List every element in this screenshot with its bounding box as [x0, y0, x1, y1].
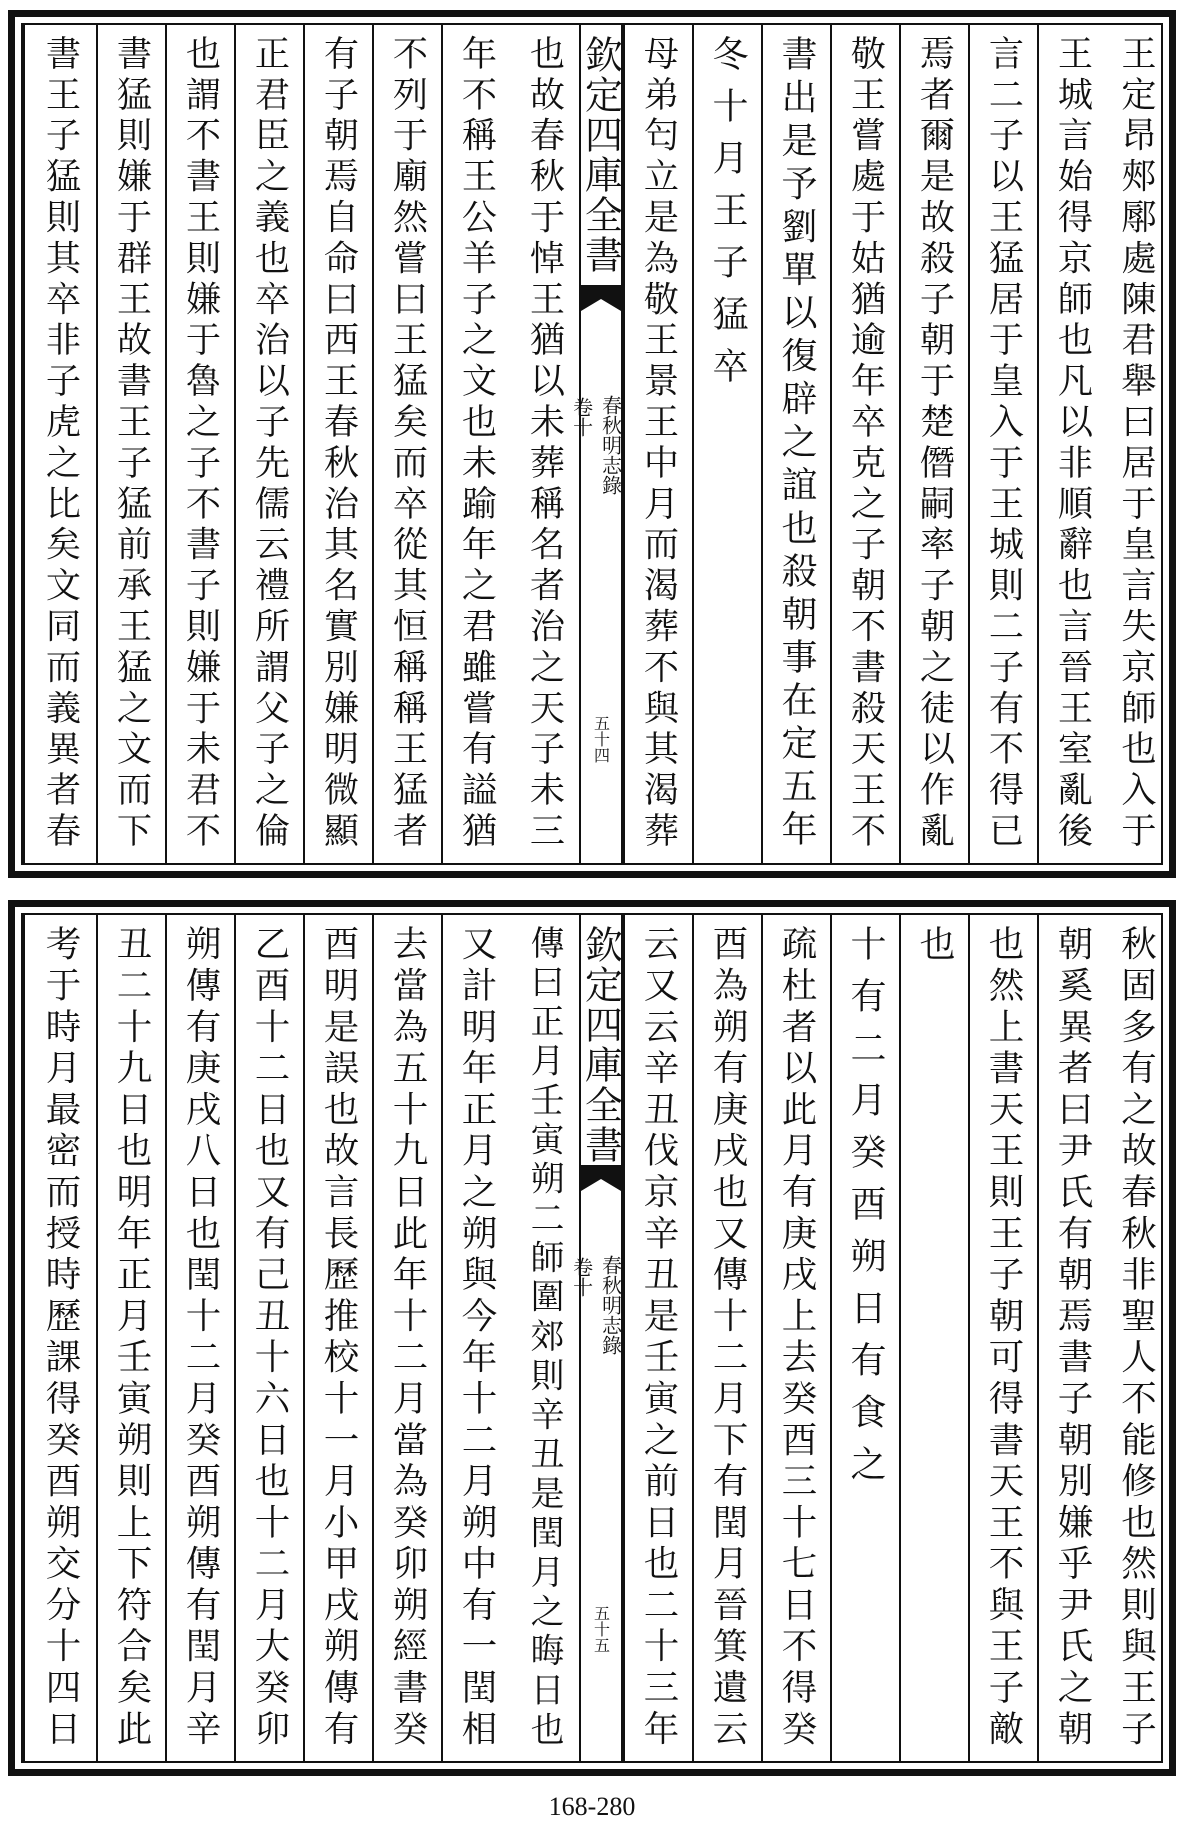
- column-text: 言二子以王猛居于皇入于王城則二子有不得已: [983, 35, 1025, 853]
- column-text: 十有二月癸酉朔日有食之: [845, 925, 886, 1497]
- text-column: [510, 25, 579, 863]
- column-text: 書王子猛則其卒非子虎之比矣文同而義異者春: [40, 35, 82, 853]
- text-column: [1106, 915, 1166, 1761]
- column-text: 去當為五十九日此年十二月當為癸卯朔經書癸: [387, 925, 428, 1751]
- banxin-center-strip: [569, 915, 623, 1761]
- fish-tail-mark: [581, 1165, 621, 1211]
- banxin-folio-number: 五十五: [591, 1605, 611, 1653]
- column-text: 秋固多有之故春秋非聖人不能修也然則與王子: [1115, 925, 1157, 1751]
- column-text: 年不稱王公羊子之文也未踰年之君雖嘗有謚猶: [456, 35, 498, 853]
- text-column: [968, 25, 1037, 863]
- banxin-title: 欽定四庫全書: [578, 35, 623, 275]
- column-text: 正君臣之義也卒治以子先儒云禮所謂父子之倫: [249, 35, 291, 853]
- column-text: 母弟匄立是為敬王景王中月而渴葬不與其渴葬: [638, 35, 680, 853]
- text-column: [899, 25, 968, 863]
- column-text: 有子朝焉自命曰西王春秋治其名實別嫌明微顯: [318, 35, 360, 853]
- text-column: [372, 25, 441, 863]
- column-text: 王城言始得京師也凡以非順辭也言晉王室亂後: [1052, 35, 1094, 853]
- text-column: [761, 25, 830, 863]
- column-text: 酉為朔有庚戌也又傳十二月下有閏月晉箕遺云: [707, 925, 748, 1751]
- text-column: [234, 25, 303, 863]
- column-text: 也: [914, 925, 955, 977]
- text-column: [96, 915, 165, 1761]
- text-column: [830, 915, 899, 1761]
- text-column: [510, 915, 579, 1761]
- column-text: 朝奚異者曰尹氏有朝焉書子朝別嫌乎尹氏之朝: [1052, 925, 1093, 1751]
- column-text: 也故春秋于悼王猶以未葬稱名者治之天子未三: [524, 35, 566, 853]
- banxin-title: 欽定四庫全書: [578, 925, 623, 1165]
- banxin-juan: 卷十: [569, 397, 594, 437]
- text-column: [23, 915, 96, 1761]
- column-text: 又計明年正月之朔與今年十二月朔中有一閏相: [456, 925, 497, 1751]
- text-column: [968, 915, 1037, 1761]
- column-text: 敬王嘗處于姑猶逾年卒克之子朝不書殺天王不: [845, 35, 887, 853]
- text-column: [372, 915, 441, 1761]
- text-column: [761, 915, 830, 1761]
- column-text: 朔傳有庚戌八日也閏十二月癸酉朔傳有閏月辛: [180, 925, 221, 1751]
- column-text: 丑二十九日也明年正月壬寅朔則上下符合矣此: [111, 925, 152, 1751]
- top-page-frame: [21, 23, 1163, 865]
- text-column: [692, 25, 761, 863]
- bottom-page: [8, 900, 1176, 1776]
- text-column: [623, 25, 692, 863]
- text-column: [441, 25, 510, 863]
- column-text: 王定昂郟鄏處陳君舉曰居于皇言失京師也入于: [1116, 35, 1157, 853]
- bottom-page-frame: [21, 913, 1163, 1763]
- column-text: 焉者爾是故殺子朝于楚僭嗣率子朝之徒以作亂: [914, 35, 956, 853]
- text-column: [441, 915, 510, 1761]
- text-column: [1037, 25, 1106, 863]
- text-column: [899, 915, 968, 1761]
- text-column: [830, 25, 899, 863]
- text-column: [1106, 25, 1166, 863]
- column-text: 考于時月最密而授時歷課得癸酉朔交分十四日: [40, 925, 81, 1751]
- text-column: [303, 915, 372, 1761]
- column-text: 云又云辛丑伐京辛丑是壬寅之前日也二十三年: [638, 925, 679, 1751]
- text-column: [623, 915, 692, 1761]
- banxin-book-title: 春秋明志錄: [598, 395, 623, 495]
- column-text: 酉明是誤也故言長歷推校十一月小甲戌朔傳有: [318, 925, 359, 1751]
- column-text: 也謂不書王則嫌于魯之子不書子則嫌于未君不: [180, 35, 222, 853]
- top-page: [8, 10, 1176, 878]
- text-column: [692, 915, 761, 1761]
- page-number: 168-280: [548, 1792, 636, 1821]
- column-text: 冬十月王子猛卒: [707, 35, 748, 399]
- column-text: 書猛則嫌于群王故書王子猛前承王猛之文而下: [111, 35, 153, 853]
- text-column: [165, 25, 234, 863]
- text-column: [234, 915, 303, 1761]
- column-text: 疏杜者以此月有庚戌上去癸酉三十七日不得癸: [776, 925, 817, 1751]
- column-text: 乙酉十二日也又有己丑十六日也十二月大癸卯: [249, 925, 290, 1751]
- text-column: [303, 25, 372, 863]
- text-column: [96, 25, 165, 863]
- column-text: 也然上書天王則王子朝可得書天王不與王子敵: [983, 925, 1024, 1751]
- banxin-juan: 卷十: [569, 1257, 594, 1297]
- text-column: [165, 915, 234, 1761]
- column-text: 不列于廟然嘗曰王猛矣而卒從其恒稱稱王猛者: [387, 35, 429, 853]
- banxin-book-title: 春秋明志錄: [598, 1255, 623, 1355]
- column-text: 傳曰正月壬寅朔二師圍郊則辛丑是閏月之晦日也: [525, 925, 564, 1751]
- fish-tail-mark: [581, 285, 621, 331]
- text-column: [1037, 915, 1106, 1761]
- column-text: 書出是予劉單以復辟之誼也殺朝事在定五年: [776, 35, 817, 853]
- banxin-center-strip: [569, 25, 623, 863]
- text-column: [23, 25, 96, 863]
- banxin-folio-number: 五十四: [591, 715, 611, 763]
